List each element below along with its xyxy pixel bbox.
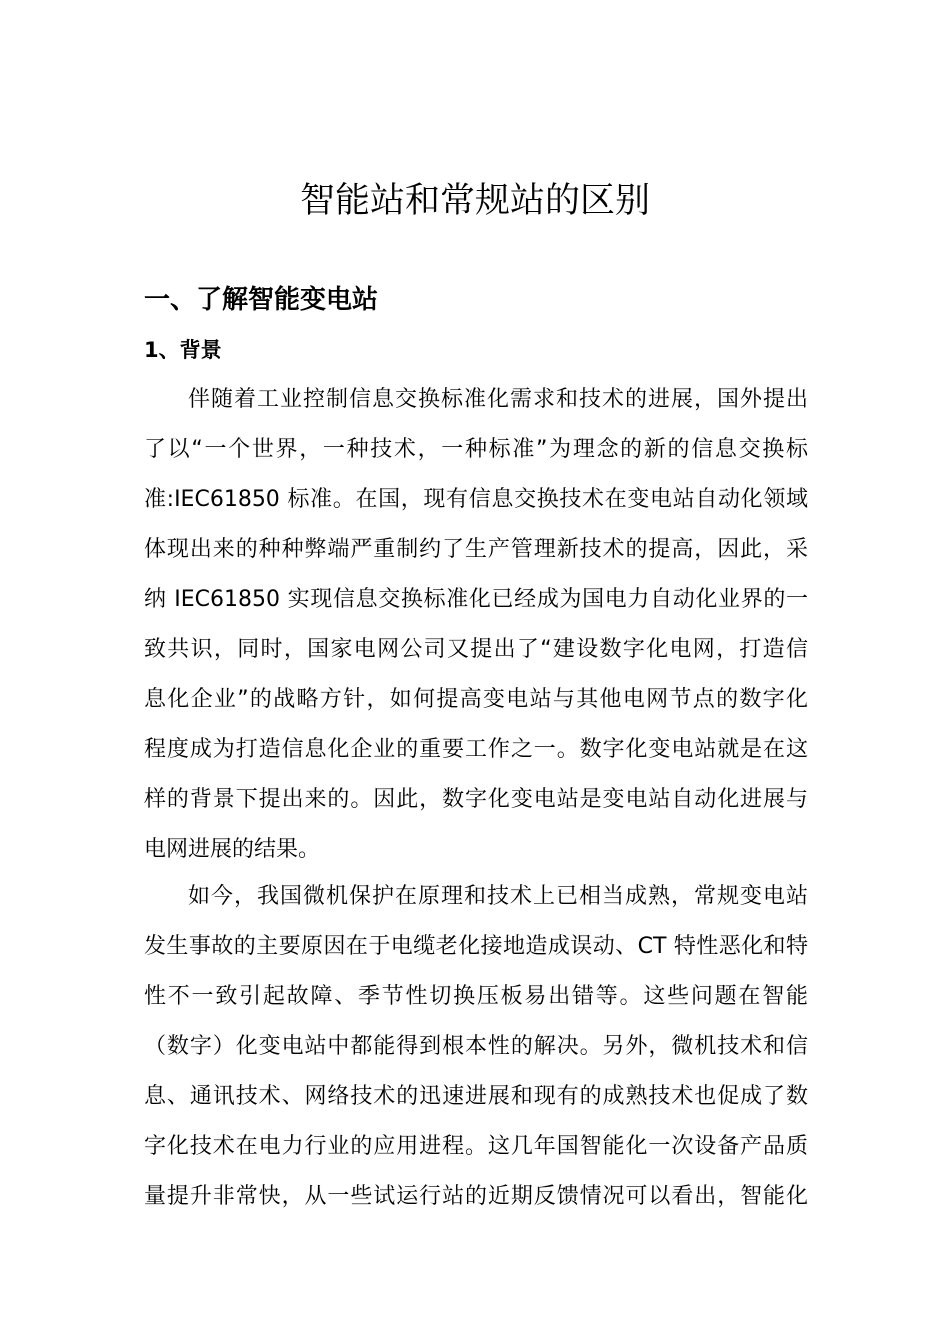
paragraph-line: 息、通讯技术、网络技术的迅速进展和现有的成熟技术也促成了数	[144, 1084, 808, 1109]
paragraph-line: 体现出来的种种弊端严重制约了生产管理新技术的提高，因此，采	[144, 537, 808, 562]
paragraph-line: 息化企业”的战略方针，如何提高变电站与其他电网节点的数字化	[144, 687, 808, 712]
paragraph-line: 了以“一个世界，一种技术，一种标准”为理念的新的信息交换标	[144, 437, 808, 462]
paragraph-current-status	[144, 872, 808, 1222]
paragraph-line: 准:IEC61850 标准。在国，现有信息交换技术在变电站自动化领域	[144, 487, 808, 512]
paragraph-line: 性不一致引起故障、季节性切换压板易出错等。这些问题在智能	[144, 984, 808, 1009]
section-heading: 一、了解智能变电站	[144, 285, 379, 315]
document-title: 智能站和常规站的区别	[299, 181, 650, 221]
paragraph-line: 样的背景下提出来的。因此，数字化变电站是变电站自动化进展与	[144, 787, 808, 812]
paragraph-line: 致共识，同时，国家电网公司又提出了“建设数字化电网，打造信	[144, 637, 808, 662]
paragraph-line: 程度成为打造信息化企业的重要工作之一。数字化变电站就是在这	[144, 737, 808, 762]
paragraph-line: 伴随着工业控制信息交换标准化需求和技术的进展，国外提出	[188, 387, 808, 412]
paragraph-line: 纳 IEC61850 实现信息交换标准化已经成为国电力自动化业界的一	[144, 587, 808, 612]
subsection-heading: 1、背景	[144, 338, 222, 362]
paragraph-line: 如今，我国微机保护在原理和技术上已相当成熟，常规变电站	[188, 884, 808, 909]
paragraph-background	[144, 375, 808, 875]
paragraph-line: 电网进展的结果。	[144, 837, 321, 862]
paragraph-line: 发生事故的主要原因在于电缆老化接地造成误动、CT 特性恶化和特	[144, 934, 808, 959]
paragraph-line: 字化技术在电力行业的应用进程。这几年国智能化一次设备产品质	[144, 1134, 808, 1159]
paragraph-line: （数字）化变电站中都能得到根本性的解决。另外，微机技术和信	[144, 1034, 808, 1059]
paragraph-line: 量提升非常快，从一些试运行站的近期反馈情况可以看出，智能化	[144, 1184, 808, 1209]
